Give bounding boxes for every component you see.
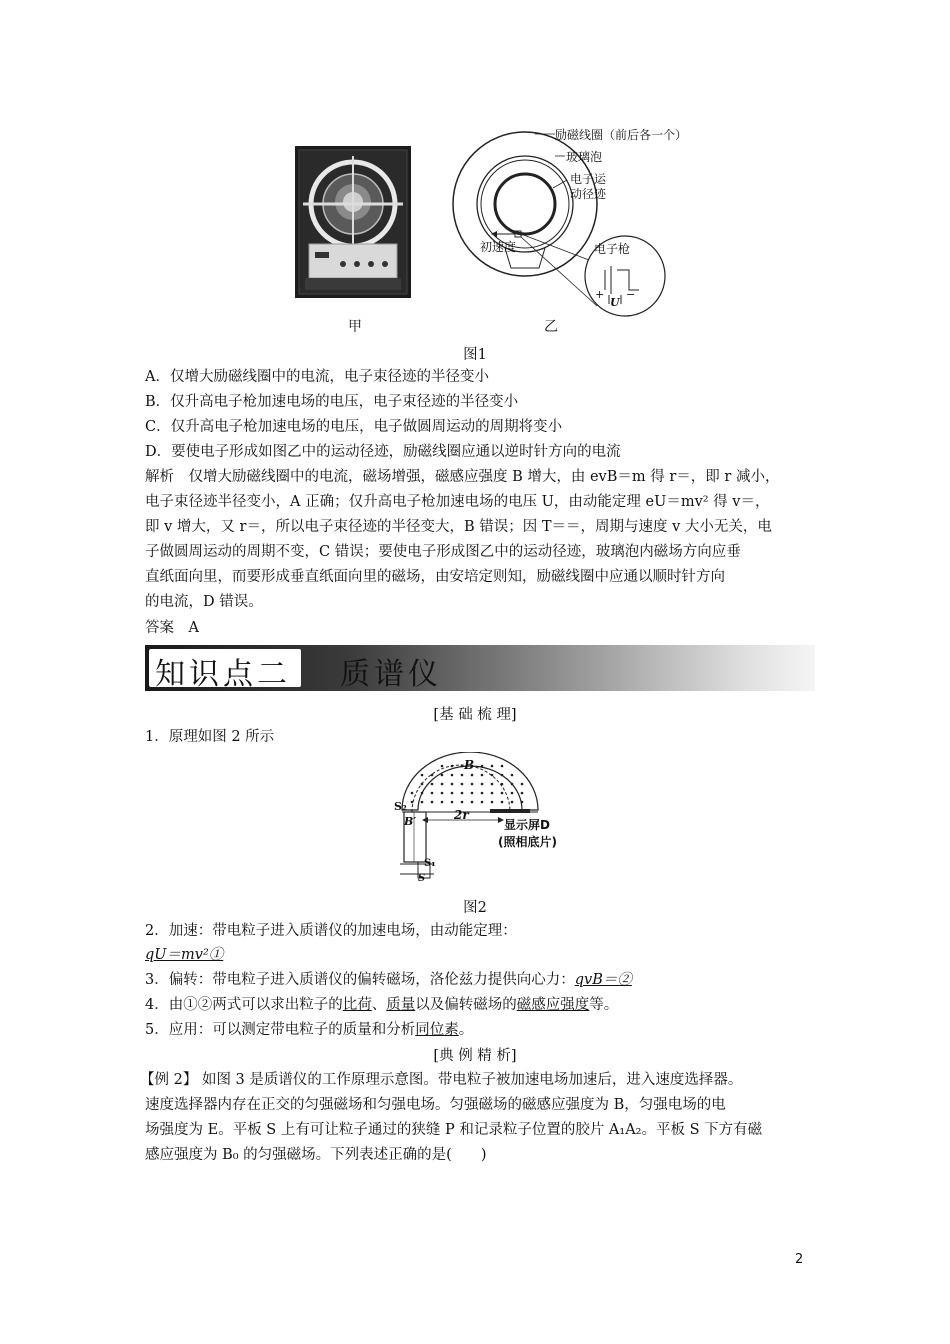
- field-dot: [501, 774, 504, 777]
- track-label-1: 电子运: [570, 172, 607, 186]
- item-4-mid: 以及偏转磁场的: [415, 997, 517, 1013]
- item-5-pre: 5．应用：可以测定带电粒子的质量和分析: [145, 1022, 416, 1038]
- banner-left-title: 知识点二: [155, 657, 291, 692]
- fig2-s1-label: S₁: [424, 858, 436, 869]
- item-4-end: 等。: [589, 997, 619, 1013]
- banner-right-title: 质谱仪: [340, 657, 442, 692]
- plus-label: +: [595, 288, 605, 301]
- field-dot: [411, 792, 414, 795]
- field-dot: [511, 774, 514, 777]
- field-dot: [481, 801, 484, 804]
- field-dot: [461, 774, 464, 777]
- analysis-line-3: 即 v 增大，又 r＝，所以电子束径迹的半径变大，B 错误；因 T＝＝，周期与速度 v 大小无关，电: [145, 519, 772, 535]
- item-4-sep: 、: [371, 997, 387, 1013]
- field-dot: [521, 792, 524, 795]
- field-dot: [431, 783, 434, 786]
- field-dot: [511, 792, 514, 795]
- voltage-label: U: [610, 296, 620, 309]
- item-2: 2．加速：带电粒子进入质谱仪的加速电场，由动能定理：: [145, 923, 517, 939]
- item-3: [145, 970, 632, 990]
- field-dot: [451, 801, 454, 804]
- figure1-caption: 图1: [463, 347, 487, 363]
- analysis-line-2: 电子束径迹半径变小，A 正确；仅升高电子枪加速电场的电压 U，由动能定理 eU＝mv² 得 v＝，: [145, 494, 770, 510]
- item-5: [145, 1020, 473, 1040]
- field-dot: [441, 783, 444, 786]
- field-dot: [481, 765, 484, 768]
- field-dot: [491, 765, 494, 768]
- field-dot: [471, 801, 474, 804]
- section-example-heading: [典 例 精 析]: [433, 1048, 517, 1064]
- field-dot: [421, 792, 424, 795]
- section-basic-heading: [基 础 梳 理]: [433, 707, 517, 723]
- analysis-line-6: 的电流，D 错误。: [145, 594, 263, 610]
- field-dot: [441, 765, 444, 768]
- field-dot: [481, 783, 484, 786]
- gun-label: 电子枪: [594, 242, 631, 256]
- coil-label: 励磁线圈（前后各一个）: [555, 128, 688, 142]
- figure2-caption: 图2: [463, 900, 487, 916]
- field-dot: [461, 783, 464, 786]
- field-dot: [481, 792, 484, 795]
- item-1: 1．原理如图 2 所示: [145, 729, 275, 745]
- answer: 答案 A: [145, 620, 199, 636]
- example-line-2: 速度选择器内存在正交的匀强磁场和匀强电场。匀强磁场的磁感应强度为 B，匀强电场的电: [145, 1097, 726, 1113]
- field-dot: [511, 801, 514, 804]
- item-5-isotope: 同位素: [415, 1022, 459, 1038]
- field-dot: [511, 783, 514, 786]
- field-dot: [471, 774, 474, 777]
- field-dot: [471, 792, 474, 795]
- field-dot: [491, 801, 494, 804]
- field-dot: [451, 792, 454, 795]
- page-number: 2: [795, 1252, 804, 1267]
- analysis-line-1: 解析 仅增大励磁线圈中的电流，磁场增强，磁感应强度 B 增大，由 evB＝m 得 r＝，即 r 减小，: [145, 469, 780, 485]
- option-d: D．要使电子形成如图乙中的运动径迹，励磁线圈应通以逆时针方向的电流: [145, 444, 621, 460]
- item-3-formula: qvB＝②: [574, 972, 632, 988]
- field-dot: [451, 774, 454, 777]
- field-dot: [441, 774, 444, 777]
- example-line-4: 感应强度为 B₀ 的匀强磁场。下列表述正确的是( ): [145, 1147, 487, 1163]
- field-dot: [461, 792, 464, 795]
- field-dot: [431, 792, 434, 795]
- item-4: [145, 995, 618, 1015]
- fig2-s-label: S: [418, 873, 426, 884]
- option-c: C．仅升高电子枪加速电场的电压，电子做圆周运动的周期将变小: [145, 419, 563, 435]
- track-label-2: 动径迹: [570, 187, 607, 201]
- fig2-film-label: (照相底片): [498, 835, 557, 849]
- field-dot: [461, 801, 464, 804]
- figure1-photo: [295, 146, 411, 298]
- example-line-1: 【例 2】 如图 3 是质谱仪的工作原理示意图。带电粒子被加速电场加速后，进入速度选择器。: [140, 1072, 743, 1088]
- fig2-b-label: B: [464, 758, 475, 772]
- fig2-two-r-label: 2r: [454, 808, 469, 822]
- field-dot: [521, 801, 524, 804]
- figure1-schematic: [445, 120, 675, 320]
- field-dot: [441, 801, 444, 804]
- field-dot: [441, 792, 444, 795]
- item-5-end: 。: [458, 1022, 474, 1038]
- field-dot: [421, 801, 424, 804]
- velocity-label: 初速度: [480, 240, 517, 254]
- field-dot: [501, 801, 504, 804]
- analysis-line-4: 子做圆周运动的周期不变，C 错误；要使电子形成图乙中的运动径迹，玻璃泡内磁场方向应垂: [145, 544, 741, 560]
- section-banner: [145, 645, 815, 691]
- example-line-3: 场强度为 E。平板 S 上有可让粒子通过的狭缝 P 和记录粒子位置的胶片 A₁A₂。平板 S 下方有磁: [145, 1122, 763, 1138]
- item-4-ratio: 比荷: [342, 997, 372, 1013]
- field-dot: [521, 783, 524, 786]
- item-2-formula: qU＝mv²①: [145, 947, 224, 963]
- figure1-label-jia: 甲: [348, 319, 362, 335]
- item-4-mass: 质量: [386, 997, 416, 1013]
- fig2-b-prime-label: B′: [404, 815, 417, 828]
- minus-label: −: [626, 288, 636, 301]
- field-dot: [491, 783, 494, 786]
- field-dot: [501, 792, 504, 795]
- fig2-s2-label: S₂: [394, 800, 407, 813]
- field-dot: [491, 792, 494, 795]
- field-dot: [481, 774, 484, 777]
- field-dot: [501, 765, 504, 768]
- field-dot: [421, 774, 424, 777]
- field-dot: [431, 801, 434, 804]
- figure1-label-yi: 乙: [544, 319, 558, 335]
- option-b: B．仅升高电子枪加速电场的电压，电子束径迹的半径变小: [145, 394, 519, 410]
- field-dot: [471, 783, 474, 786]
- bulb-label: 玻璃泡: [566, 150, 603, 164]
- analysis-line-5: 直纸面向里，而要形成垂直纸面向里的磁场，由安培定则知，励磁线圈中应通以顺时针方向: [145, 569, 725, 585]
- fig2-screen-label: 显示屏D: [504, 818, 550, 832]
- item-4-induction: 磁感应强度: [516, 997, 590, 1013]
- item-4-pre: 4．由①②两式可以求出粒子的: [145, 997, 343, 1013]
- field-dot: [451, 783, 454, 786]
- option-a: A．仅增大励磁线圈中的电流，电子束径迹的半径变小: [145, 369, 489, 385]
- item-3-text: 3．偏转：带电粒子进入质谱仪的偏转磁场，洛伦兹力提供向心力：: [145, 972, 575, 988]
